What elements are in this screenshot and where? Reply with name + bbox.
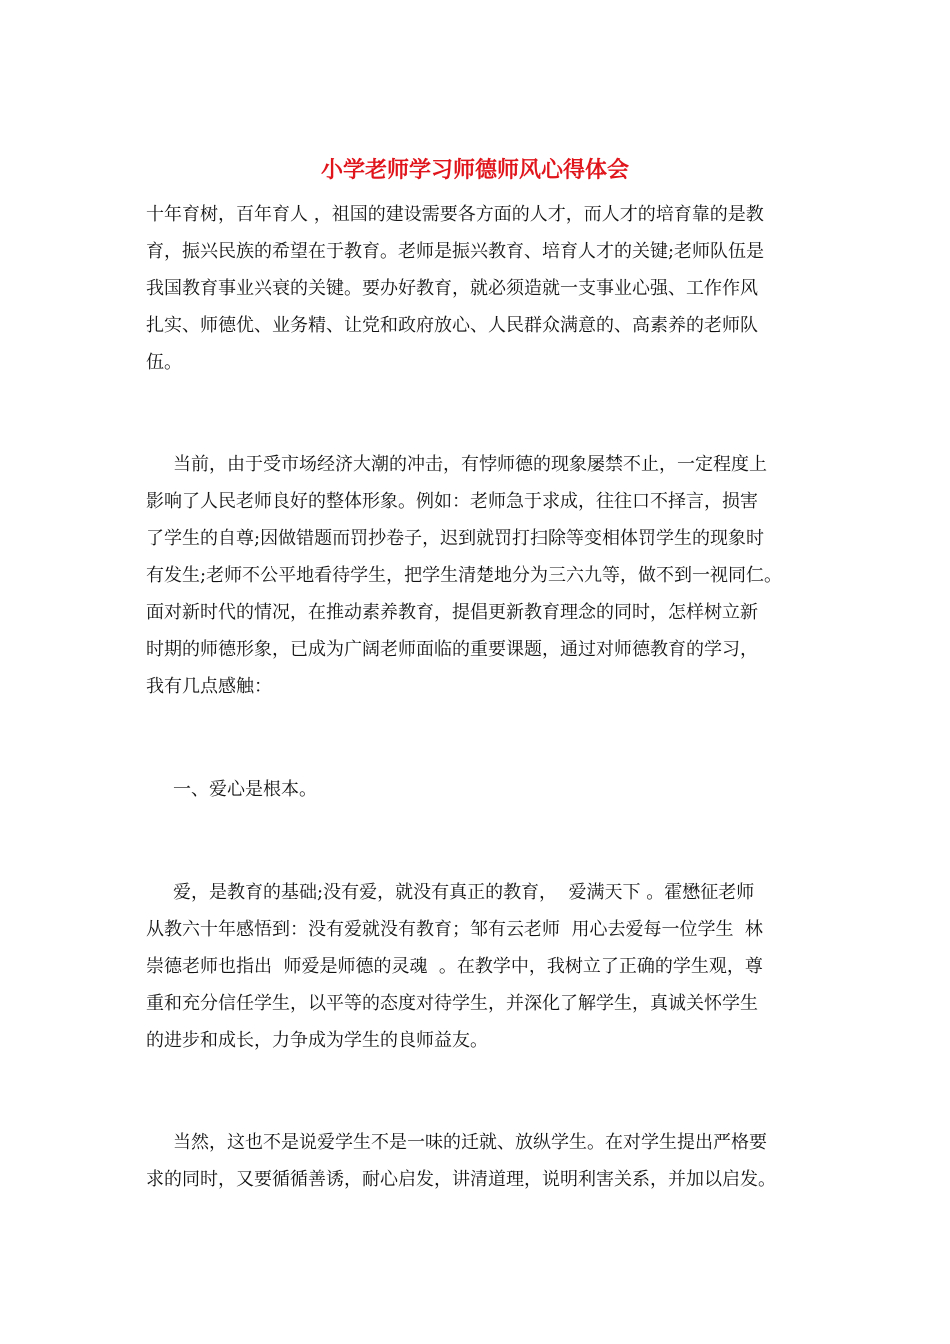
paragraph-intro xyxy=(146,196,816,381)
paragraph-line: 育，振兴民族的希望在于教育。老师是振兴教育、培育人才的关键;老师队伍是 xyxy=(146,241,765,262)
document-title: 小学老师学习师德师风心得体会 xyxy=(320,157,629,183)
paragraph-line: 我有几点感触： xyxy=(146,676,272,697)
section-heading: 一、爱心是根本。 xyxy=(173,779,317,800)
paragraph-line: 伍。 xyxy=(146,352,182,373)
paragraph-line: 影响了人民老师良好的整体形象。例如：老师急于求成，往往口不择言，损害 xyxy=(146,491,758,512)
paragraph-line: 的进步和成长，力争成为学生的良师益友。 xyxy=(146,1030,488,1051)
paragraph-line: 我国教育事业兴衰的关键。要办好教育，就必须造就一支事业心强、工作作风 xyxy=(146,278,758,299)
paragraph-line: 有发生;老师不公平地看待学生，把学生清楚地分为三六九等，做不到一视同仁。 xyxy=(146,565,783,586)
paragraph-line: 当前，由于受市场经济大潮的冲击，有悖师德的现象屡禁不止，一定程度上 xyxy=(173,454,767,475)
paragraph-love xyxy=(146,874,816,1059)
paragraph-line: 爱，是教育的基础;没有爱，就没有真正的教育， 爱满天下 。霍懋征老师 xyxy=(173,882,755,903)
paragraph-strictness xyxy=(146,1124,816,1198)
paragraph-line: 十年育树，百年育人 ，祖国的建设需要各方面的人才，而人才的培育靠的是教 xyxy=(146,204,764,225)
paragraph-line: 扎实、师德优、业务精、让党和政府放心、人民群众满意的、高素养的老师队 xyxy=(146,315,758,336)
paragraph-line: 当然，这也不是说爱学生不是一味的迁就、放纵学生。在对学生提出严格要 xyxy=(173,1132,767,1153)
section-heading-love xyxy=(146,771,816,808)
paragraph-line: 面对新时代的情况，在推动素养教育，提倡更新教育理念的同时，怎样树立新 xyxy=(146,602,758,623)
paragraph-line: 时期的师德形象，已成为广阔老师面临的重要课题，通过对师德教育的学习， xyxy=(146,639,758,660)
paragraph-line: 从教六十年感悟到：没有爱就没有教育；邹有云老师 用心去爱每一位学生 林 xyxy=(146,919,763,940)
paragraph-line: 重和充分信任学生，以平等的态度对待学生，并深化了解学生，真诚关怀学生 xyxy=(146,993,758,1014)
paragraph-line: 崇德老师也指出 师爱是师德的灵魂 。在教学中，我树立了正确的学生观，尊 xyxy=(146,956,763,977)
paragraph-line: 求的同时，又要循循善诱，耐心启发，讲清道理，说明利害关系，并加以启发。 xyxy=(146,1169,776,1190)
paragraph-current-situation xyxy=(146,446,816,705)
paragraph-line: 了学生的自尊;因做错题而罚抄卷子，迟到就罚打扫除等变相体罚学生的现象时 xyxy=(146,528,765,549)
